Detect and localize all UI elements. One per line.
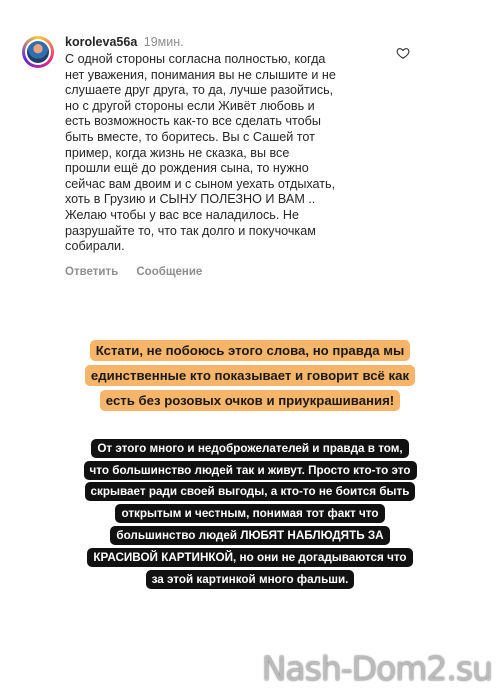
heart-outline-icon[interactable] bbox=[396, 46, 410, 60]
avatar-photo bbox=[27, 41, 49, 63]
avatar[interactable] bbox=[22, 36, 54, 68]
watermark: Nash-Dom2.su bbox=[261, 649, 492, 688]
caption-dark-text: От этого много и недоброжелателей и правда в том, что большинство людей так и живут. Просто кто-то это скрывает ради своей выгоды, а кто-то не боится быть открытым и честным, понимая тот факт что большинство людей ЛЮБЯТ НАБЛЮДЯТЬ ЗА КРАСИВОЙ КАРТИНКОЙ, но они не догадываются что за этой картинкой много фальши. bbox=[84, 439, 417, 589]
comment-actions bbox=[65, 266, 411, 278]
comment-text: С одной стороны согласна полностью, когда нет уважения, понимания вы не слышите и не слушаете друг друга, то да, лучше разойтись, но с другой стороны если Живёт любовь и есть возможность как-то все сделать чтобы быть вместе, то боритесь. Вы с Сашей тот пример, когда жизнь не сказка, вы все прошли ещё до рождения сына, то нужно сейчас вам двоим и с сыном уехать отдыхать, хоть в Грузию и СЫНУ ПОЛЕЗНО И ВАМ .. Желаю чтобы у вас все наладилось. Не разрушайте то, что так долго и покучочкам собирали. bbox=[65, 52, 336, 254]
caption-orange-text: Кстати, не побоюсь этого слова, но правда мы единственные кто показывает и говорит всё как есть без розовых очков и приукрашивания! bbox=[85, 340, 415, 411]
reply-button[interactable]: Ответить bbox=[65, 265, 119, 278]
comment-username[interactable]: koroleva56a bbox=[65, 35, 138, 49]
caption-orange bbox=[38, 313, 462, 413]
comment-body bbox=[65, 34, 411, 278]
comment-time: 19мин. bbox=[143, 35, 184, 49]
caption-dark bbox=[55, 416, 445, 590]
comment-meta bbox=[65, 34, 411, 50]
message-button[interactable]: Сообщение bbox=[136, 265, 203, 278]
